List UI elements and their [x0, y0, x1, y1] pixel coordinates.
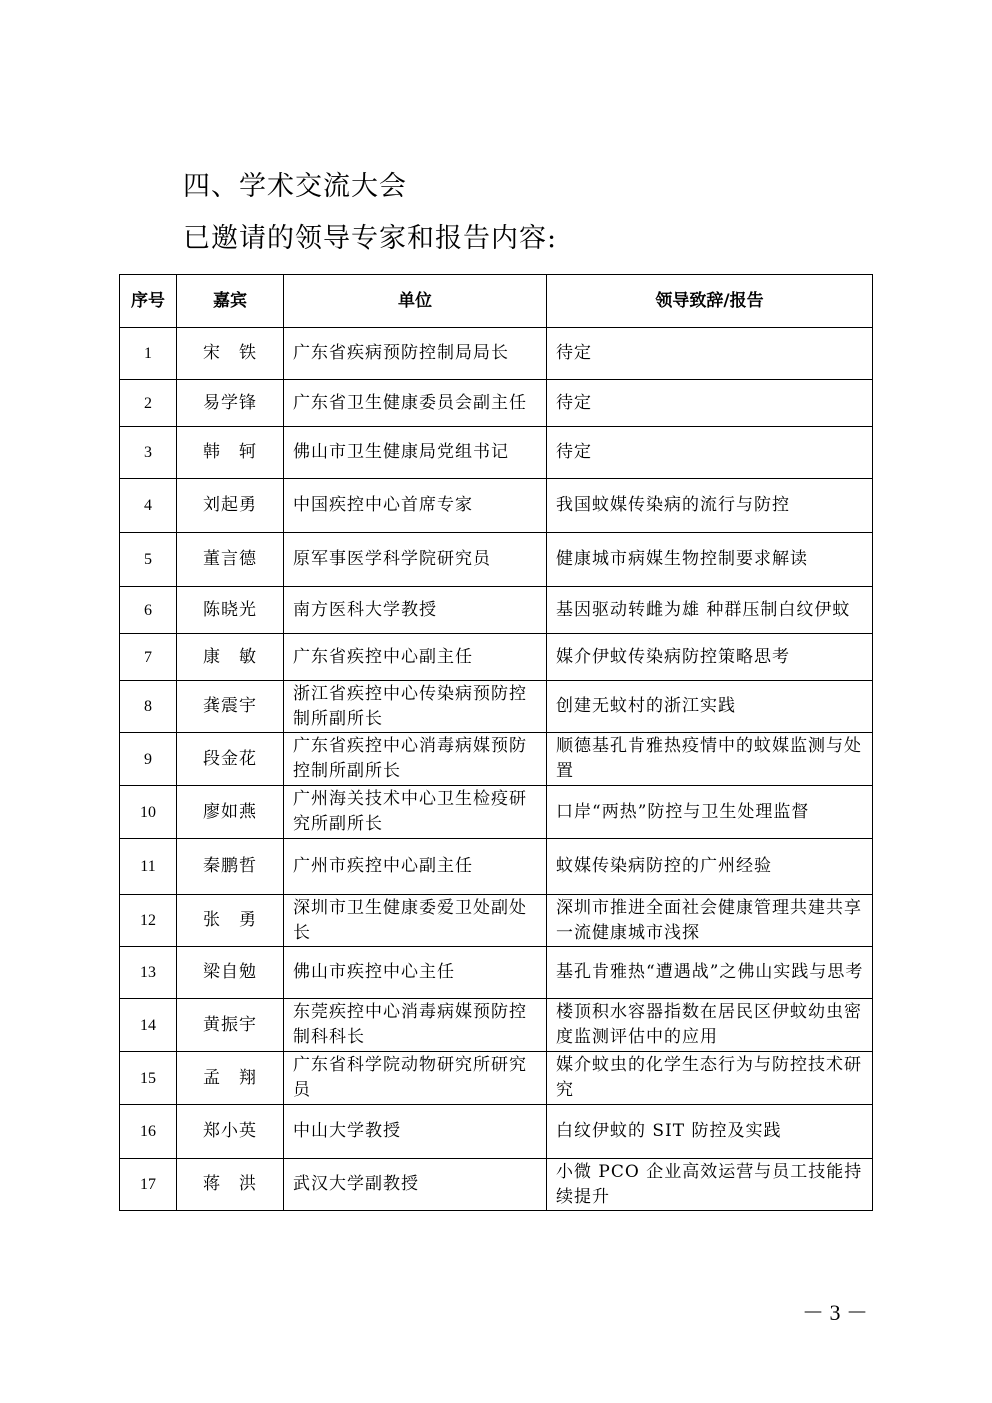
guest-name: 张 勇 — [177, 895, 284, 947]
unit-cell: 广东省科学院动物研究所研究员 — [284, 1052, 547, 1105]
unit-cell: 武汉大学副教授 — [284, 1159, 547, 1211]
guest-name: 陈晓光 — [177, 587, 284, 634]
row-number: 2 — [120, 380, 177, 427]
table-row — [120, 733, 873, 786]
report-cell: 蚊媒传染病防控的广州经验 — [547, 839, 873, 895]
unit-cell: 中山大学教授 — [284, 1105, 547, 1159]
unit-cell: 广州市疾控中心副主任 — [284, 839, 547, 895]
table-row — [120, 533, 873, 587]
row-number: 14 — [120, 999, 177, 1052]
row-number: 1 — [120, 328, 177, 380]
unit-cell: 佛山市卫生健康局党组书记 — [284, 427, 547, 479]
header-unit: 单位 — [284, 275, 547, 328]
header-no: 序号 — [120, 275, 177, 328]
table-row — [120, 839, 873, 895]
report-cell: 基因驱动转雌为雄 种群压制白纹伊蚊 — [547, 587, 873, 634]
unit-cell: 南方医科大学教授 — [284, 587, 547, 634]
report-cell: 顺德基孔肯雅热疫情中的蚊媒监测与处置 — [547, 733, 873, 786]
guest-name: 董言德 — [177, 533, 284, 587]
table-row — [120, 634, 873, 681]
row-number: 8 — [120, 681, 177, 733]
guest-table — [119, 274, 873, 1211]
report-cell: 媒介伊蚊传染病防控策略思考 — [547, 634, 873, 681]
unit-cell: 东莞疾控中心消毒病媒预防控制科科长 — [284, 999, 547, 1052]
report-cell: 小微 PCO 企业高效运营与员工技能持续提升 — [547, 1159, 873, 1211]
unit-cell: 广东省疾控中心副主任 — [284, 634, 547, 681]
row-number: 6 — [120, 587, 177, 634]
page-number: － 3 － — [801, 1300, 868, 1325]
guest-name: 康 敏 — [177, 634, 284, 681]
report-cell: 待定 — [547, 380, 873, 427]
report-cell: 待定 — [547, 427, 873, 479]
row-number: 17 — [120, 1159, 177, 1211]
report-cell: 我国蚊媒传染病的流行与防控 — [547, 479, 873, 533]
unit-cell: 佛山市疾控中心主任 — [284, 947, 547, 999]
report-cell: 基孔肯雅热“遭遇战”之佛山实践与思考 — [547, 947, 873, 999]
row-number: 12 — [120, 895, 177, 947]
guest-name: 易学锋 — [177, 380, 284, 427]
guest-name: 龚震宇 — [177, 681, 284, 733]
unit-cell: 深圳市卫生健康委爱卫处副处长 — [284, 895, 547, 947]
unit-cell: 浙江省疾控中心传染病预防控制所副所长 — [284, 681, 547, 733]
unit-cell: 广州海关技术中心卫生检疫研究所副所长 — [284, 786, 547, 839]
table-row — [120, 587, 873, 634]
guest-name: 郑小英 — [177, 1105, 284, 1159]
unit-cell: 原军事医学科学院研究员 — [284, 533, 547, 587]
table-header-row — [120, 275, 873, 328]
guest-name: 韩 轲 — [177, 427, 284, 479]
report-cell: 白纹伊蚊的 SIT 防控及实践 — [547, 1105, 873, 1159]
row-number: 16 — [120, 1105, 177, 1159]
row-number: 9 — [120, 733, 177, 786]
guest-name: 段金花 — [177, 733, 284, 786]
unit-cell: 广东省卫生健康委员会副主任 — [284, 380, 547, 427]
row-number: 10 — [120, 786, 177, 839]
row-number: 11 — [120, 839, 177, 895]
guest-name: 蒋 洪 — [177, 1159, 284, 1211]
report-cell: 待定 — [547, 328, 873, 380]
row-number: 15 — [120, 1052, 177, 1105]
report-cell: 口岸“两热”防控与卫生处理监督 — [547, 786, 873, 839]
row-number: 4 — [120, 479, 177, 533]
section-title: 四、学术交流大会 — [183, 171, 407, 202]
table-row — [120, 1159, 873, 1211]
guest-name: 梁自勉 — [177, 947, 284, 999]
guest-name: 秦鹏哲 — [177, 839, 284, 895]
guest-name: 廖如燕 — [177, 786, 284, 839]
table-row — [120, 1105, 873, 1159]
report-cell: 媒介蚊虫的化学生态行为与防控技术研究 — [547, 1052, 873, 1105]
subtitle: 已邀请的领导专家和报告内容: — [183, 223, 558, 254]
table-row — [120, 999, 873, 1052]
header-report: 领导致辞/报告 — [547, 275, 873, 328]
table-row — [120, 427, 873, 479]
report-cell: 深圳市推进全面社会健康管理共建共享一流健康城市浅探 — [547, 895, 873, 947]
unit-cell: 中国疾控中心首席专家 — [284, 479, 547, 533]
guest-name: 孟 翔 — [177, 1052, 284, 1105]
report-cell: 楼顶积水容器指数在居民区伊蚊幼虫密度监测评估中的应用 — [547, 999, 873, 1052]
table-row — [120, 895, 873, 947]
guest-name: 黄振宇 — [177, 999, 284, 1052]
table-row — [120, 328, 873, 380]
row-number: 3 — [120, 427, 177, 479]
table-row — [120, 1052, 873, 1105]
row-number: 13 — [120, 947, 177, 999]
table-row — [120, 479, 873, 533]
table-row — [120, 681, 873, 733]
table-row — [120, 380, 873, 427]
report-cell: 健康城市病媒生物控制要求解读 — [547, 533, 873, 587]
header-guest: 嘉宾 — [177, 275, 284, 328]
table-row — [120, 786, 873, 839]
row-number: 5 — [120, 533, 177, 587]
table-row — [120, 947, 873, 999]
row-number: 7 — [120, 634, 177, 681]
guest-name: 刘起勇 — [177, 479, 284, 533]
guest-name: 宋 铁 — [177, 328, 284, 380]
unit-cell: 广东省疾病预防控制局局长 — [284, 328, 547, 380]
unit-cell: 广东省疾控中心消毒病媒预防控制所副所长 — [284, 733, 547, 786]
report-cell: 创建无蚊村的浙江实践 — [547, 681, 873, 733]
